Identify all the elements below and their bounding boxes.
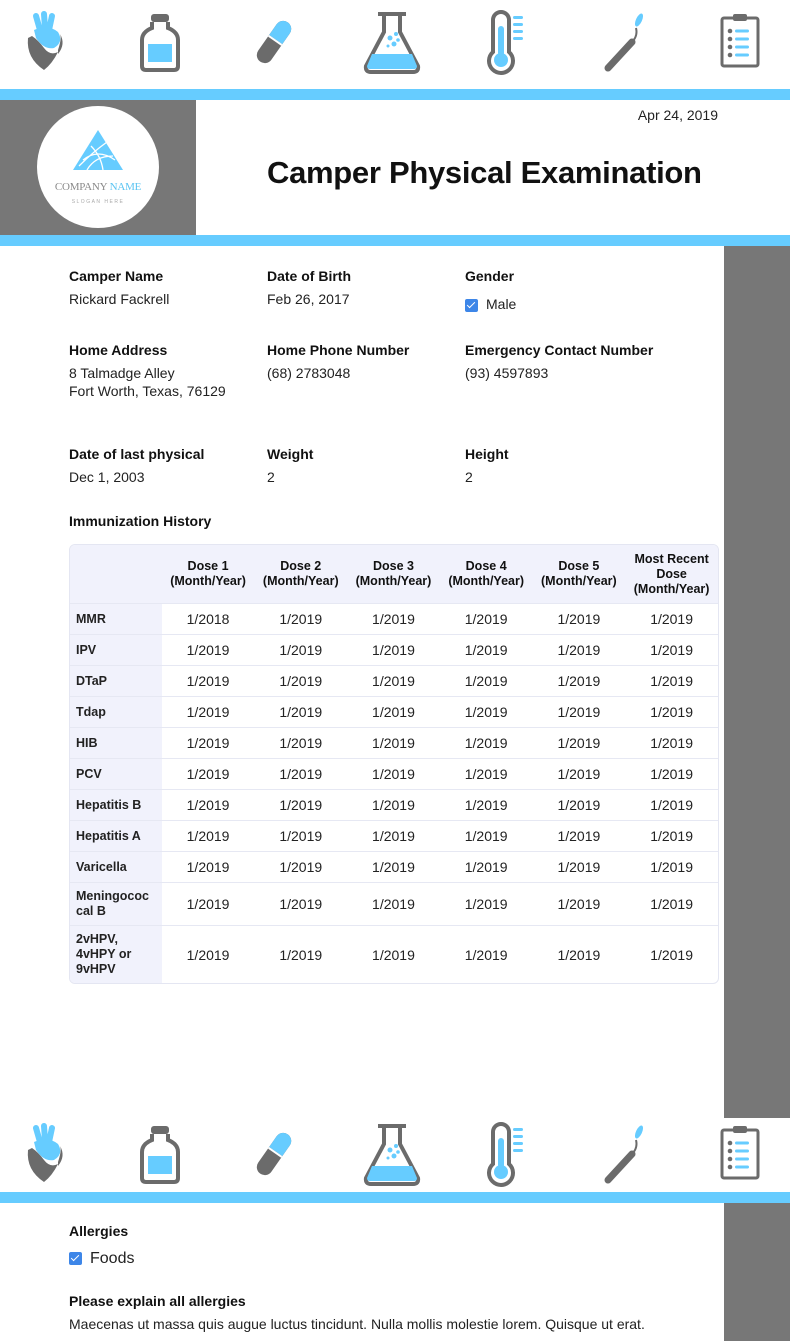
vaccine-name: PCV (70, 758, 162, 789)
vaccine-name: Meningococ cal B (70, 882, 162, 925)
table-row (70, 603, 718, 634)
explain-allergies-label: Please explain all allergies (69, 1293, 246, 1309)
vaccine-name: DTaP (70, 665, 162, 696)
dose-cell: 1/2019 (254, 851, 347, 882)
dose-cell: 1/2019 (254, 789, 347, 820)
dose-cell: 1/2019 (533, 603, 626, 634)
dose-cell: 1/2019 (254, 603, 347, 634)
dose-cell: 1/2019 (254, 925, 347, 983)
table-row (70, 634, 718, 665)
clipboard-checklist-icon (708, 1120, 772, 1188)
dose-cell: 1/2019 (625, 851, 718, 882)
thermometer-icon (477, 1120, 541, 1188)
dose-cell: 1/2019 (440, 820, 533, 851)
table-row (70, 820, 718, 851)
gender-field: Gender Male (465, 267, 655, 313)
logo-company-name: COMPANY NAME (54, 181, 142, 193)
gender-option-male[interactable]: Male (465, 295, 655, 313)
table-header-row: Dose 1 (Month/Year) Dose 2 (Month/Year) Dose 3 (Month/Year) Dose 4 (Month/Year) Dose 5 (Month/Year) Most Recent Dose (Month/Year) (70, 545, 718, 603)
dose-cell: 1/2019 (625, 603, 718, 634)
dose-cell: 1/2019 (625, 634, 718, 665)
checkbox-checked-icon[interactable] (465, 299, 478, 312)
vaccine-name: Varicella (70, 851, 162, 882)
dose-cell: 1/2019 (347, 758, 440, 789)
dose-cell: 1/2019 (440, 634, 533, 665)
dose-cell: 1/2019 (347, 820, 440, 851)
document-date: Apr 24, 2019 (637, 107, 718, 123)
table-row (70, 882, 718, 925)
dose-cell: 1/2019 (347, 665, 440, 696)
medical-icon-strip-top (0, 0, 790, 88)
immunization-title: Immunization History (69, 513, 212, 529)
lab-flask-icon (360, 8, 424, 76)
document-header (0, 100, 790, 235)
dose-cell: 1/2019 (254, 665, 347, 696)
explain-allergies-text: Maecenas ut massa quis augue luctus tincidunt. Nulla mollis molestie lorem. Quisque ut erat. (69, 1316, 645, 1332)
heart-icon (14, 1120, 78, 1188)
table-row (70, 789, 718, 820)
scalpel-icon (594, 1120, 658, 1188)
vaccine-name: 2vHPV, 4vHPY or 9vHPV (70, 925, 162, 983)
dose-cell: 1/2019 (533, 851, 626, 882)
dose-cell: 1/2019 (625, 925, 718, 983)
company-logo (37, 106, 159, 228)
clipboard-checklist-icon (708, 8, 772, 76)
dose-cell: 1/2019 (440, 851, 533, 882)
dose-cell: 1/2019 (440, 789, 533, 820)
medicine-bottle-icon (128, 1120, 192, 1188)
dose-cell: 1/2019 (625, 758, 718, 789)
dose-cell: 1/2019 (347, 882, 440, 925)
dose-cell: 1/2019 (162, 925, 255, 983)
camper-name-value: Rickard Fackrell (69, 291, 170, 307)
dose-cell: 1/2019 (533, 758, 626, 789)
allergies-label: Allergies (69, 1223, 129, 1239)
accent-bar (0, 89, 790, 100)
lab-flask-icon (360, 1120, 424, 1188)
emergency-contact-field: Emergency Contact Number (93) 4597893 (465, 342, 654, 381)
dose-cell: 1/2019 (625, 696, 718, 727)
dose-cell: 1/2019 (162, 665, 255, 696)
dose-cell: 1/2019 (347, 851, 440, 882)
dose-cell: 1/2019 (254, 882, 347, 925)
dose-cell: 1/2019 (254, 727, 347, 758)
dose-cell: 1/2019 (440, 696, 533, 727)
dose-cell: 1/2019 (347, 727, 440, 758)
dose-cell: 1/2019 (440, 758, 533, 789)
dose-cell: 1/2019 (254, 696, 347, 727)
immunization-table (69, 544, 719, 984)
logo-slogan: SLOGAN HERE (71, 199, 125, 205)
dose-cell: 1/2019 (347, 603, 440, 634)
allergy-option-foods[interactable]: Foods (69, 1250, 134, 1268)
logo-panel (0, 100, 196, 235)
dose-cell: 1/2019 (625, 882, 718, 925)
dose-cell: 1/2019 (162, 851, 255, 882)
dose-cell: 1/2019 (533, 882, 626, 925)
dose-cell: 1/2019 (533, 634, 626, 665)
dose-cell: 1/2019 (625, 820, 718, 851)
dose-cell: 1/2019 (533, 727, 626, 758)
vaccine-name: Tdap (70, 696, 162, 727)
dose-cell: 1/2019 (625, 665, 718, 696)
home-address-field: Home Address 8 Talmadge Alley Fort Worth, Texas, 76129 (69, 342, 226, 399)
dose-cell: 1/2019 (162, 696, 255, 727)
vaccine-name: MMR (70, 603, 162, 634)
dose-cell: 1/2019 (347, 634, 440, 665)
last-physical-field: Date of last physical Dec 1, 2003 (69, 446, 205, 485)
dose-cell: 1/2019 (162, 727, 255, 758)
dose-cell: 1/2019 (254, 758, 347, 789)
camper-name-field: Camper Name Rickard Fackrell (69, 267, 259, 308)
dose-cell: 1/2019 (162, 758, 255, 789)
table-row (70, 758, 718, 789)
dose-cell: 1/2019 (254, 820, 347, 851)
dose-cell: 1/2019 (347, 696, 440, 727)
vaccine-name: IPV (70, 634, 162, 665)
table-row (70, 696, 718, 727)
vaccine-name: HIB (70, 727, 162, 758)
dose-cell: 1/2019 (533, 696, 626, 727)
dose-cell: 1/2019 (440, 882, 533, 925)
dose-cell: 1/2019 (625, 789, 718, 820)
dose-cell: 1/2019 (533, 665, 626, 696)
home-phone-field: Home Phone Number (68) 2783048 (267, 342, 410, 381)
dose-cell: 1/2019 (347, 925, 440, 983)
dose-cell: 1/2019 (440, 727, 533, 758)
dose-cell: 1/2019 (625, 727, 718, 758)
vaccine-name: Hepatitis B (70, 789, 162, 820)
side-panel (724, 246, 790, 1118)
dose-cell: 1/2019 (533, 820, 626, 851)
dose-cell: 1/2019 (162, 634, 255, 665)
heart-icon (14, 8, 78, 76)
weight-field: Weight 2 (267, 446, 314, 485)
dose-cell: 1/2019 (440, 603, 533, 634)
dose-cell: 1/2018 (162, 603, 255, 634)
dose-cell: 1/2019 (162, 820, 255, 851)
side-panel (724, 1203, 790, 1341)
table-row (70, 665, 718, 696)
dose-cell: 1/2019 (533, 925, 626, 983)
medicine-bottle-icon (128, 8, 192, 76)
table-row (70, 925, 718, 983)
dose-cell: 1/2019 (162, 789, 255, 820)
vaccine-name: Hepatitis A (70, 820, 162, 851)
scalpel-icon (594, 8, 658, 76)
dose-cell: 1/2019 (254, 634, 347, 665)
pill-capsule-icon (242, 1120, 306, 1188)
height-field: Height 2 (465, 446, 509, 485)
pill-capsule-icon (242, 8, 306, 76)
dob-field: Date of Birth Feb 26, 2017 (267, 267, 457, 308)
dob-value: Feb 26, 2017 (267, 291, 350, 307)
triangle-logo-icon (73, 130, 123, 170)
dose-cell: 1/2019 (162, 882, 255, 925)
dose-cell: 1/2019 (533, 789, 626, 820)
dose-cell: 1/2019 (440, 925, 533, 983)
dose-cell: 1/2019 (440, 665, 533, 696)
medical-icon-strip-bottom (0, 1118, 790, 1193)
checkbox-checked-icon[interactable] (69, 1252, 82, 1265)
accent-bar (0, 235, 790, 246)
thermometer-icon (477, 8, 541, 76)
table-row (70, 727, 718, 758)
accent-bar (0, 1192, 790, 1203)
page-title: Camper Physical Examination (267, 155, 702, 190)
dose-cell: 1/2019 (347, 789, 440, 820)
table-row (70, 851, 718, 882)
